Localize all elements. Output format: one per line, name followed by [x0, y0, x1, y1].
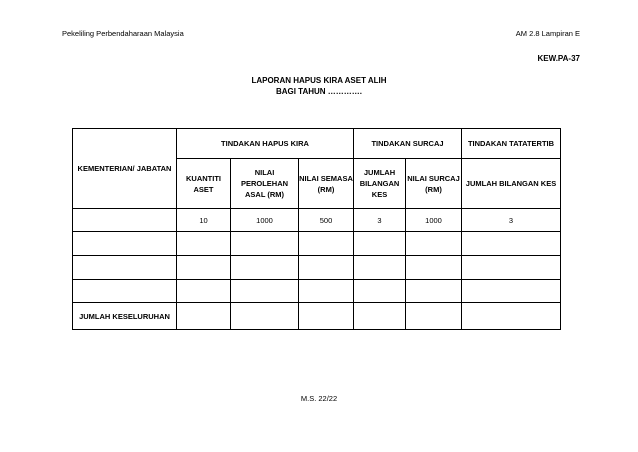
empty-cell: [406, 232, 462, 256]
report-title-line2: BAGI TAHUN ………….: [275, 87, 363, 96]
header-tindakan-surcaj: TINDAKAN SURCAJ: [354, 129, 462, 159]
header-kementerian: KEMENTERIAN/ JABATAN: [73, 129, 177, 209]
empty-cell: [177, 280, 231, 303]
cell-nilai-surcaj: 1000: [406, 209, 462, 232]
table-row: [73, 256, 561, 280]
empty-cell: [406, 280, 462, 303]
report-title-line1: LAPORAN HAPUS KIRA ASET ALIH: [251, 76, 387, 85]
header-nilai-semasa: NILAI SEMASA (RM): [299, 159, 354, 209]
empty-cell: [354, 280, 406, 303]
empty-cell: [354, 232, 406, 256]
header-tindakan-tatatertib: TINDAKAN TATATERTIB: [462, 129, 561, 159]
empty-cell: [177, 256, 231, 280]
total-cell: [462, 303, 561, 330]
header-nilai-surcaj: NILAI SURCAJ (RM): [406, 159, 462, 209]
total-cell: [406, 303, 462, 330]
document-reference: Pekeliling Perbendaharaan Malaysia: [62, 29, 184, 38]
disposal-report-table: [72, 128, 561, 330]
cell-nilai-semasa: 500: [299, 209, 354, 232]
empty-cell: [354, 256, 406, 280]
cell-nilai-perolehan: 1000: [231, 209, 299, 232]
empty-cell: [462, 256, 561, 280]
page-number: M.S. 22/22: [300, 394, 338, 403]
empty-cell: [406, 256, 462, 280]
empty-cell: [73, 232, 177, 256]
table-row: [73, 232, 561, 256]
empty-cell: [299, 232, 354, 256]
cell-kementerian: [73, 209, 177, 232]
empty-cell: [231, 280, 299, 303]
header-tindakan-hapus-kira: TINDAKAN HAPUS KIRA: [177, 129, 354, 159]
header-kuantiti-aset: KUANTITI ASET: [177, 159, 231, 209]
total-row: [73, 303, 561, 330]
appendix-label: AM 2.8 Lampiran E: [515, 29, 580, 38]
empty-cell: [231, 256, 299, 280]
table-row: [73, 209, 561, 232]
empty-cell: [73, 256, 177, 280]
empty-cell: [177, 232, 231, 256]
table-row: [73, 280, 561, 303]
cell-jumlah-kes-tatatertib: 3: [462, 209, 561, 232]
total-cell: [299, 303, 354, 330]
form-code: KEW.PA-37: [537, 54, 580, 63]
total-cell: [231, 303, 299, 330]
cell-kuantiti: 10: [177, 209, 231, 232]
total-cell: [354, 303, 406, 330]
header-jumlah-bilangan-kes-tatatertib: JUMLAH BILANGAN KES: [462, 159, 561, 209]
header-nilai-perolehan-asal: NILAI PEROLEHAN ASAL (RM): [231, 159, 299, 209]
empty-cell: [299, 256, 354, 280]
empty-cell: [462, 280, 561, 303]
header-jumlah-bilangan-kes: JUMLAH BILANGAN KES: [354, 159, 406, 209]
empty-cell: [299, 280, 354, 303]
cell-jumlah-kes: 3: [354, 209, 406, 232]
total-label: JUMLAH KESELURUHAN: [73, 303, 177, 330]
empty-cell: [231, 232, 299, 256]
empty-cell: [73, 280, 177, 303]
total-cell: [177, 303, 231, 330]
empty-cell: [462, 232, 561, 256]
report-title: [0, 75, 638, 97]
